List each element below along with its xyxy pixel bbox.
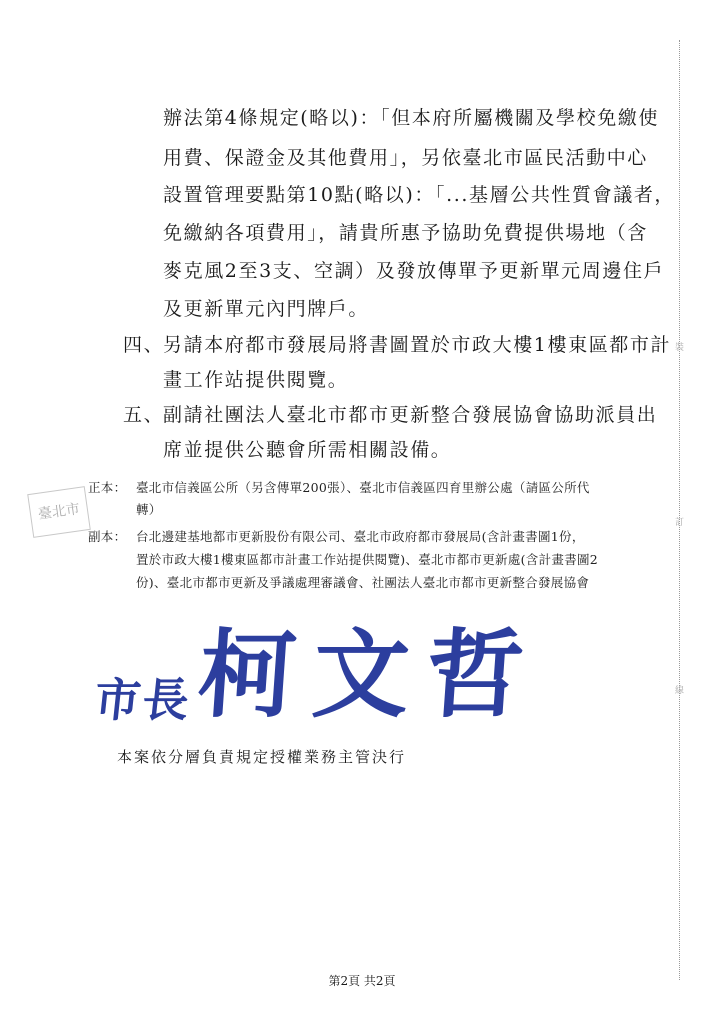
copy-recipient-label: 副本： (88, 529, 127, 544)
binding-line (679, 40, 680, 980)
mayor-signature (91, 610, 545, 731)
copy-recipient-line: 置於市政大樓1樓東區都市計畫工作站提供閱覽)、臺北市都市更新處(含計畫書圖2 (136, 552, 599, 567)
item-text-line: 另請本府都市發展局將書圖置於市政大樓1樓東區都市計 (163, 334, 672, 356)
body-line: 辦法第4條規定(略以)：「但本府所屬機關及學校免繳使 (163, 107, 660, 129)
main-recipient-label: 正本： (88, 480, 127, 495)
margin-mark: 裝 (675, 343, 685, 353)
item-text-line: 席並提供公聽會所需相關設備。 (163, 439, 452, 461)
copy-recipient-line: 份)、臺北市都市更新及爭議處理審議會、社團法人臺北市都市更新整合發展協會 (136, 575, 590, 590)
body-line: 麥克風2至3支、空調）及發放傳單予更新單元周邊住戶 (163, 260, 665, 282)
signature-title: 市長 (91, 673, 194, 727)
body-line: 用費、保證金及其他費用」，另依臺北市區民活動中心 (163, 147, 648, 169)
item-number: 五、 (123, 404, 165, 426)
stamp-text: 臺北市 (37, 501, 81, 523)
page-number: 第2頁 共2頁 (328, 974, 396, 988)
item-number: 四、 (123, 334, 165, 356)
body-line: 設置管理要點第10點(略以)：「...基層公共性質會議者， (163, 184, 676, 206)
main-recipient-line: 臺北市信義區公所（另含傳單200張）、臺北市信義區四育里辦公處（請區公所代 (136, 480, 590, 495)
item-text-line: 副請社團法人臺北市都市更新整合發展協會協助派員出 (163, 404, 658, 426)
body-line: 及更新單元內門牌戶。 (163, 298, 370, 320)
authorization-note: 本案依分層負責規定授權業務主管決行 (117, 748, 407, 766)
signature-name: 柯文哲 (195, 619, 545, 731)
body-line: 免繳納各項費用」，請貴所惠予協助免費提供場地（含 (163, 222, 648, 244)
official-stamp (27, 486, 91, 538)
margin-mark: 線 (675, 686, 685, 696)
item-text-line: 畫工作站提供閱覽。 (163, 369, 349, 391)
main-recipient-line: 轉） (136, 502, 162, 517)
margin-mark: 訂 (675, 518, 685, 528)
copy-recipient-line: 台北邊建基地都市更新股份有限公司、臺北市政府都市發展局(含計畫書圖1份， (136, 529, 585, 544)
